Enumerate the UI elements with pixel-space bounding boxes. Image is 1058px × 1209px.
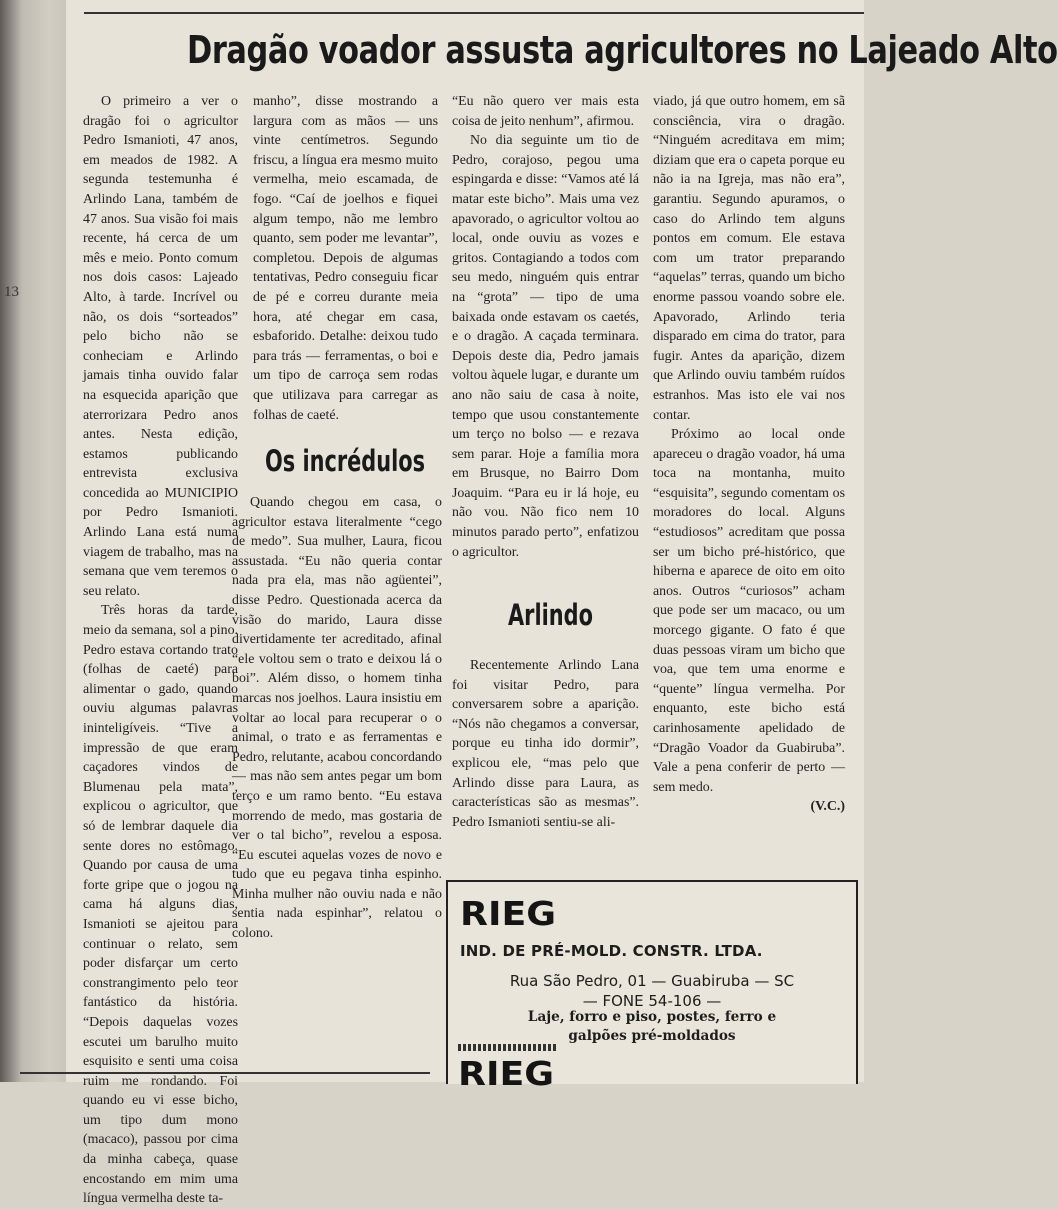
column-3 xyxy=(452,92,639,562)
paragraph-quote: “Eu não quero ver mais esta coisa de jeito nenhum”, afirmou. xyxy=(452,94,639,129)
paragraph-cave: Próximo ao local onde apareceu o dragão voador, há uma toca na montanha, muito “esquisita”, segundo comentam os moradores do local. Alguns “estudiosos” acreditam que possa ser um bicho pré-histórico, que hiberna e aparece de oito em oito anos. Outros “curiosos” acham que pode ser um macaco, ou um morcego gigante. O fato é que duas pessoas viram um bicho que voa, que tem uma enorme e “quente” língua vermelha. Por enquanto, este bicho está carinhosamente apelidado de “Dragão Voador da Guabiruba”. Vale a pena conferir de perto — sem medo. xyxy=(653,427,845,795)
ad-address: Rua São Pedro, 01 — Guabiruba — SC xyxy=(509,972,795,990)
ad-contact xyxy=(448,971,856,1011)
paragraph-afternoon: Três horas da tarde, meio da semana, sol a pino. Pedro estava cortando trato (folhas de caeté) para alimentar o gado, quando ouviu algumas palavras ininteligíveis. “Tive a impressão de que eram caçadores vindos de Blumenau pela mata”, explicou o agricultor, que só de lembrar daquele dia sente dores no estômago. Quando por causa de uma forte gripe que o jogou na cama há alguns dias, Ismanioti se ajeitou para continuar o relato, sem poder disfarçar um certo constrangimento pelo teor fantástico da história. “Depois daquelas vozes escutei um barulho muito esquisito e senti uma coisa ruim me rondando. Foi quando eu vi esse bicho, um tipo dum mono (macaco), passou por cima da minha cabeça, quase encostando em mim uma língua vermelha deste ta- xyxy=(83,603,238,1207)
column-3-lower xyxy=(452,656,639,832)
column-1 xyxy=(83,92,238,1209)
subhead-os-incredulos: Os incrédulos xyxy=(265,444,426,478)
subhead-arlindo: Arlindo xyxy=(508,598,593,632)
top-rule xyxy=(84,12,864,14)
adjacent-page-strip xyxy=(0,0,66,1082)
rieg-logo-repeat: RIEG xyxy=(458,1054,555,1093)
column-2 xyxy=(253,92,438,425)
ad-phone: — FONE 54-106 — xyxy=(582,992,722,1010)
ad-products-line-1: Laje, forro e piso, postes, ferro e xyxy=(527,1009,777,1025)
column-4-lower xyxy=(653,425,845,817)
adjacent-page-number: 13 xyxy=(4,284,19,300)
rieg-advertisement xyxy=(446,880,858,1093)
bottom-rule xyxy=(20,1072,430,1074)
article-headline: Dragão voador assusta agricultores no Lajeado Alto xyxy=(187,28,1058,72)
ad-products-line-2: galpões pré-moldados xyxy=(568,1028,736,1044)
rieg-logo: RIEG xyxy=(460,894,557,933)
paragraph-next-day: No dia seguinte um tio de Pedro, corajoso, pegou uma espingarda e disse: “Vamos até lá matar este bicho”. Mais uma vez apavorado, o agricultor voltou ao local, onde ouviu as vozes e gritos. Contagiando a todos com seu medo, ninguém quis entrar na “grota” — tipo de uma baixada onde estavam os caetés, e o dragão. A caçada terminara. Depois deste dia, Pedro jamais voltou àquele lugar, e durante um ano não saiu de casa à noite, tempo que usou constantemente um terço no bolso — e rezava sem parar. Hoje a família mora em Brusque, no Bairro Dom Joaquim. “Para eu ir lá hoje, eu não vou. Não fico nem 10 minutos parado perto”, enfatizou o agricultor. xyxy=(452,133,639,560)
paragraph-recently: Recentemente Arlindo Lana foi visitar Pedro, para conversarem sobre a aparição. “Nós não chegamos a conversar, porque eu tinha ido dormir”, explicou ele, “mas pelo que Arlindo disse para Laura, as características são as mesmas”. Pedro Ismanioti sentiu-se ali- xyxy=(452,658,639,830)
paragraph-arrived-home: Quando chegou em casa, o agricultor estava literalmente “cego de medo”. Sua mulher, Laura, ficou assustada. “Eu não queria contar nada pra ela, mas não agüentei”, disse Pedro. Questionada acerca da visão do marido, Laura disse divertidamente ter acreditado, afinal “ele voltou sem o trato e deixou lá o boi”. Além disso, o homem tinha marcas nos joelhos. Laura insistiu em voltar ao local para recuperar o o animal, o trato e as ferramentas e Pedro, relutante, acabou concordando — mas não sem antes pegar um bom terço e um ramo bento. “Eu estava morrendo de medo, mas gostaria de ver o tal bicho”, revelou a esposa. “Eu escutei aquelas vozes de novo e tudo que eu pegava tinha espinho. Minha mulher não ouviu nada e não sentia nada espinhar”, relatou o colono. xyxy=(232,495,442,942)
paragraph-tongue: manho”, disse mostrando a largura com as mãos — uns vinte centímetros. Segundo friscu, a língua era mesmo muito vermelha, meio escamada, de fogo. “Caí de joelhos e fiquei algum tempo, não me lembro quanto, sem poder me levantar”, completou. Depois de algumas tentativas, Pedro conseguiu ficar de pé e correu durante meia hora, até chegar em casa, esbaforido. Detalhe: deixou tudo para trás — ferramentas, o boi e um tipo de carroça sem rodas que utilizava para carregar as folhas de caeté. xyxy=(253,94,438,423)
ad-company-name: IND. DE PRÉ-MOLD. CONSTR. LTDA. xyxy=(460,942,763,960)
ad-stamp-mark xyxy=(458,1044,558,1051)
column-4 xyxy=(653,92,845,425)
paragraph-relieved: viado, já que outro homem, em sã consciência, vira o dragão. “Ninguém acreditava em mim; diziam que era o capeta porque eu não ia na Igreja, mas não era”, garantiu. Segundo apuramos, o caso do Arlindo tem alguns pontos em comum. Ele estava com um trator preparando “aquelas” terras, quando um bicho enorme passou voando sobre ele. Apavorado, Arlindo teria disparado em cima do trator, para fugir. Antes da aparição, dizem que Arlindo ouviu também ruídos estranhos. Mas isto ele vai nos contar. xyxy=(653,94,845,423)
author-signature: (V.C.) xyxy=(810,799,845,815)
paragraph-intro: O primeiro a ver o dragão foi o agricultor Pedro Ismanioti, 47 anos, em meados de 1982. A segunda testemunha é Arlindo Lana, também de 47 anos. Sua visão foi mais recente, há cerca de um mês e meio. Ponto comum nos dois casos: Lajeado Alto, à tarde. Incrível ou não, os dois “sorteados” pelo bicho não se conheciam e Arlindo jamais tinha ouvido falar na esquecida aparição que aterrorizara Pedro anos antes. Nesta edição, estamos publicando entrevista exclusiva concedida ao MUNICIPIO por Pedro Ismanioti. Arlindo Lana está numa viagem de trabalho, mas na semana que vem teremos o seu relato. xyxy=(83,94,238,599)
ad-products xyxy=(448,1008,856,1046)
column-2-lower xyxy=(232,493,442,944)
